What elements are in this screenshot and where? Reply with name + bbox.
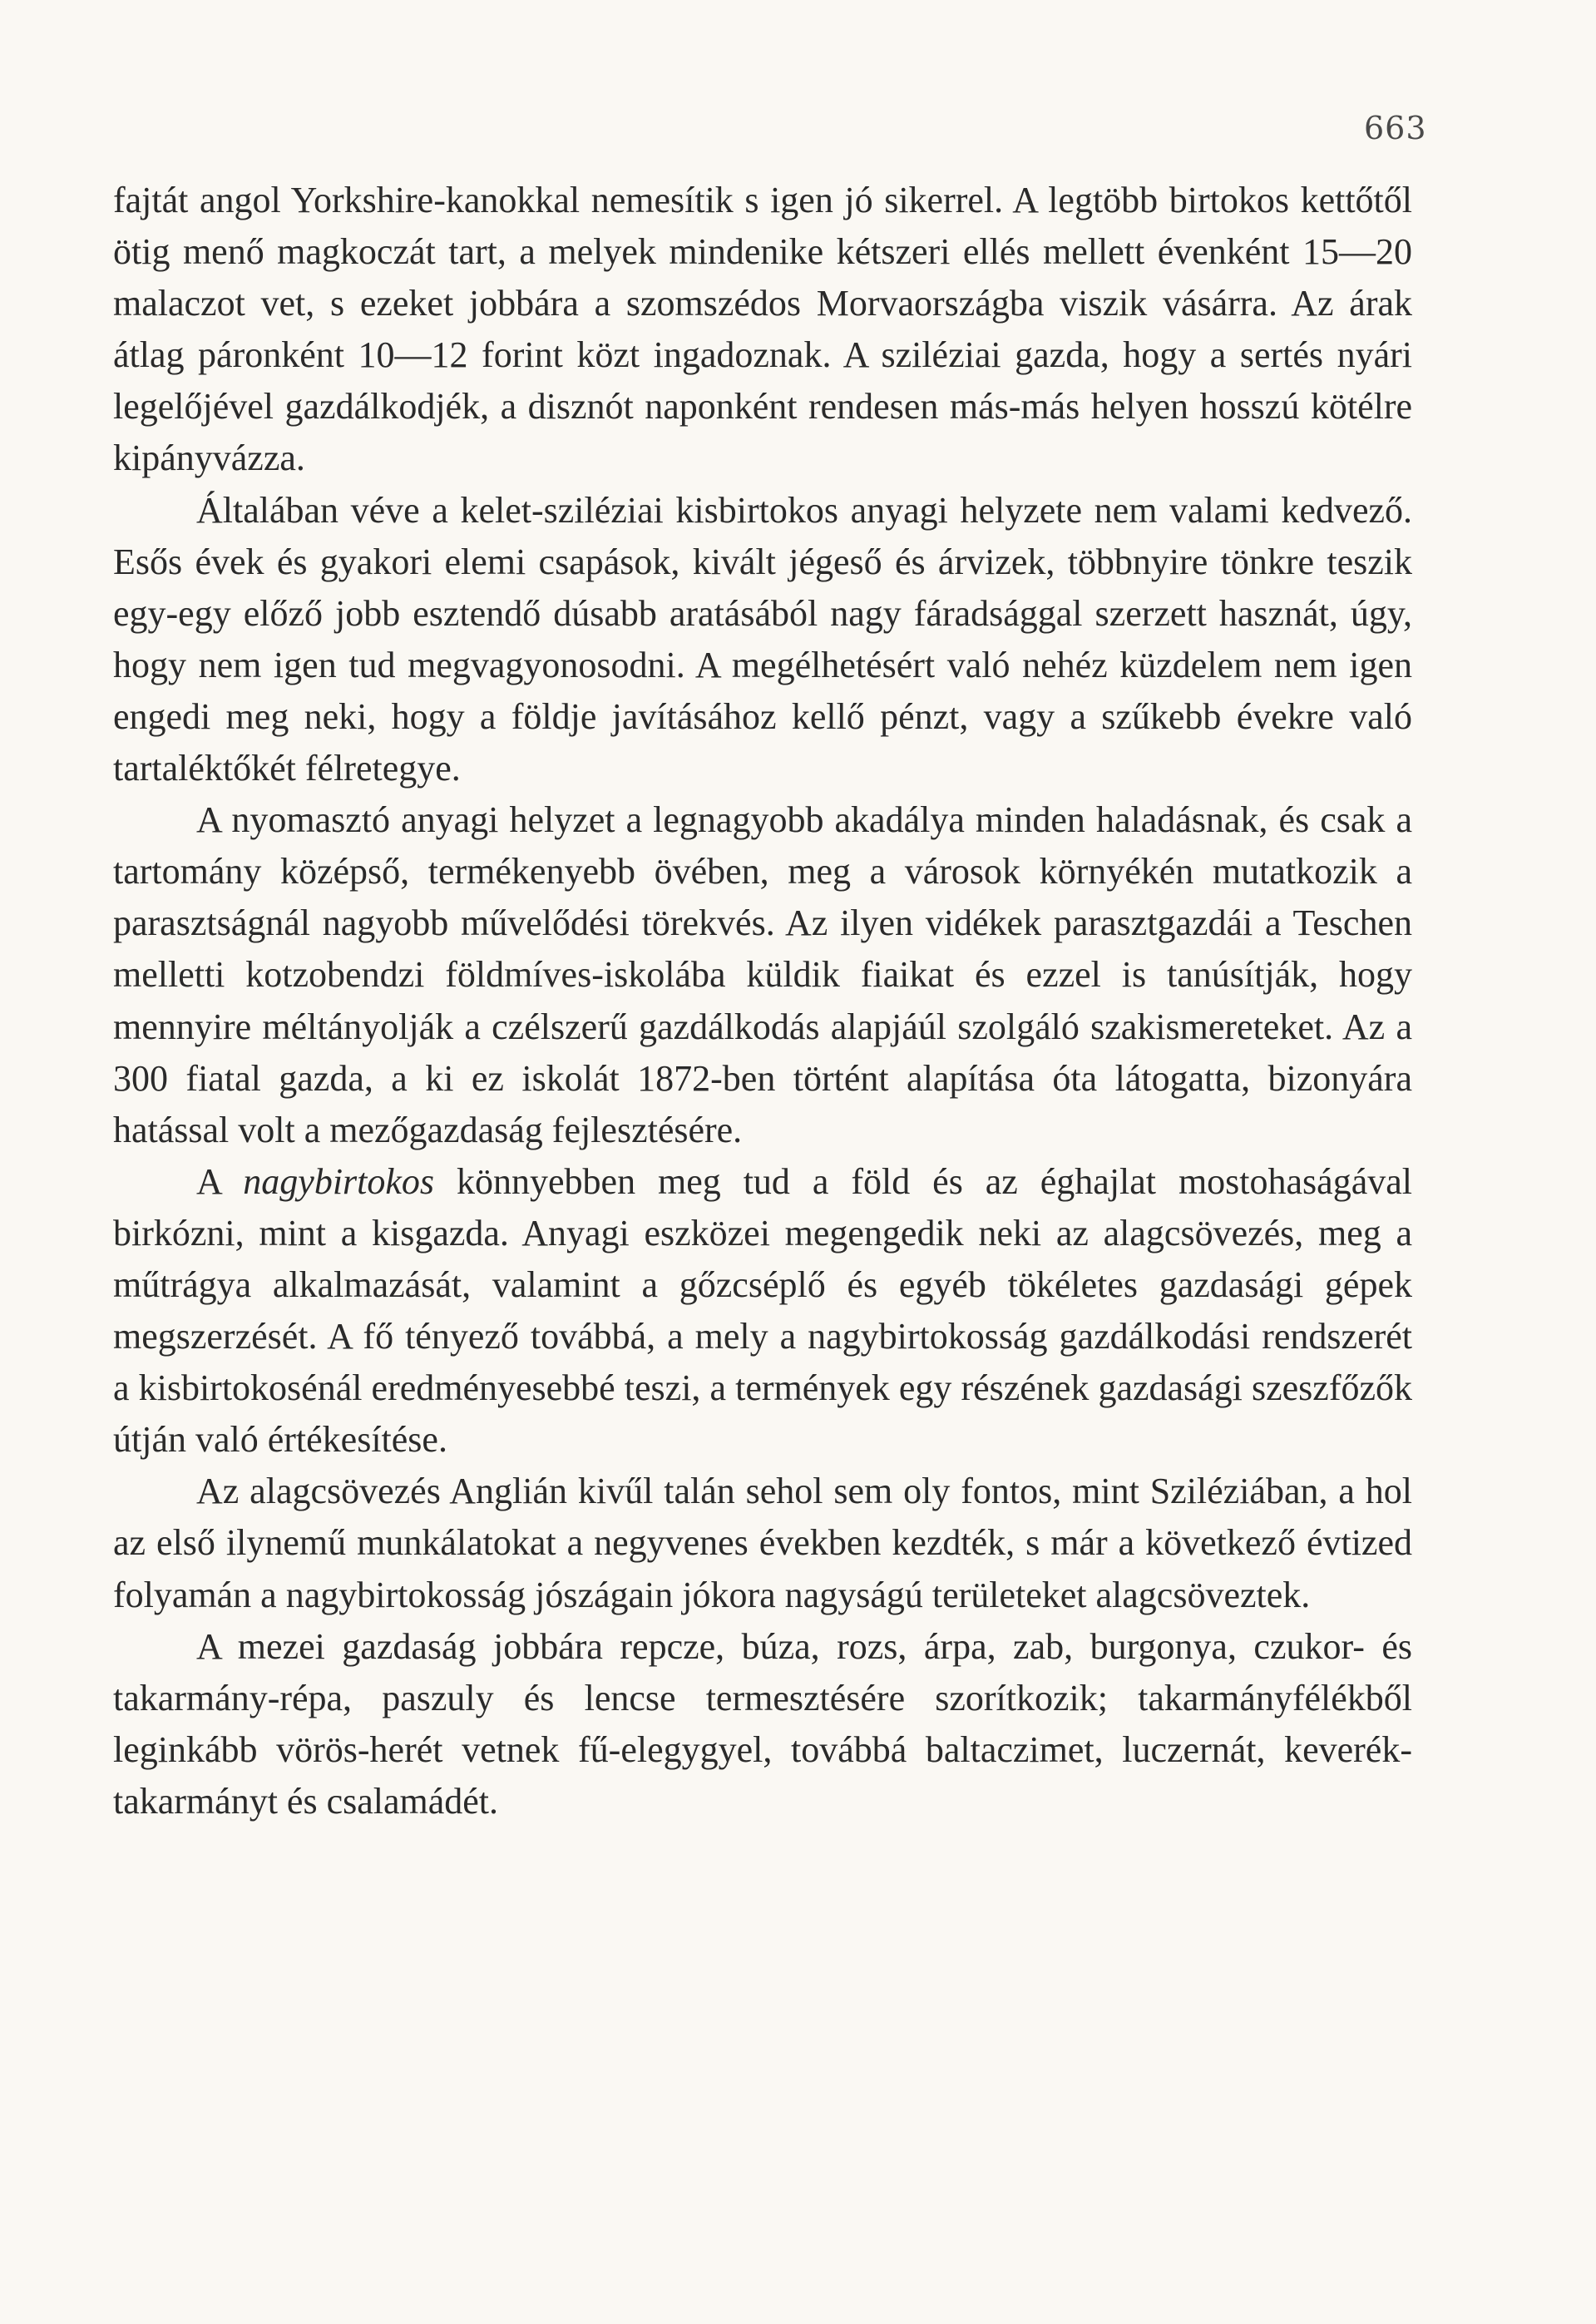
- paragraph-6: A mezei gazdaság jobbára repcze, búza, rozs, árpa, zab, burgonya, czukor- és takarmány-répa, paszuly és lencse termesztésére szorítkozik; takarmányfélékből leginkább vörös-herét vetnek fű-elegygyel, továbbá baltaczimet, luczernát, keverék-takarmányt és csalamádét.: [113, 1625, 1412, 1822]
- paragraph-4-lead: A: [196, 1160, 244, 1202]
- paragraph-4-text: könnyebben meg tud a föld és az éghajlat mostohaságával birkózni, mint a kisgazda. Anyagi eszközei megengedik neki az alagcsövezés, meg a műtrágya alkalmazását, valamint a gőzcséplő és egyéb tökéletes gazdasági gépek megszerzését. A fő tényező továbbá, a mely a nagybirtokosság gazdálkodási rendszerét a kisbirtokosénál eredményesebbé teszi, a termények egy részének gazdasági szeszfőzők útján való értékesítése.: [113, 1160, 1412, 1461]
- paragraph-1: fajtát angol Yorkshire-kanokkal nemesítik s igen jó sikerrel. A legtöbb birtokos kettőtől ötig menő magkoczát tart, a melyek mindenike kétszeri ellés mellett évenként 15—20 malaczot vet, s ezeket jobbára a szomszédos Morvaországba viszik vásárra. Az árak átlag páronként 10—12 forint közt ingadoznak. A sziléziai gazda, hogy a sertés nyári legelőjével gazdálkodjék, a disznót naponként rendesen más-más helyen hosszú kötélre kipányvázza.: [113, 180, 1412, 479]
- paragraph-3: A nyomasztó anyagi helyzet a legnagyobb akadálya minden haladásnak, és csak a tartomány középső, termékenyebb övében, meg a városok környékén mutatkozik a parasztságnál nagyobb művelődési törekvés. Az ilyen vidékek parasztgazdái a Teschen melletti kotzobendzi földmíves-iskolába küldik fiaikat és ezzel is tanúsítják, hogy mennyire méltányolják a czélszerű gazdálkodás alapjáúl szolgáló szakismereteket. Az a 300 fiatal gazda, a ki ez iskolát 1872-ben történt alapítása óta látogatta, bizonyára hatással volt a mezőgazdaság fejlesztésére.: [113, 799, 1412, 1150]
- paragraph-4: [113, 1156, 1412, 1466]
- paragraph-2: Általában véve a kelet-sziléziai kisbirtokos anyagi helyzete nem valami kedvező. Esős évek és gyakori elemi csapások, kivált jégeső és árvizek, többnyire tönkre teszik egy-egy előző jobb esztendő dúsabb aratásából nagy fáradsággal szerzett hasznát, úgy, hogy nem igen tud megvagyonosodni. A megélhetésért való nehéz küzdelem nem igen engedi meg neki, hogy a földje javításához kellő pénzt, vagy a szűkebb évekre való tartaléktőkét félretegye.: [113, 489, 1412, 789]
- italic-term-nagybirtokos: nagybirtokos: [243, 1160, 435, 1202]
- body-text: [113, 175, 1412, 1827]
- page-number: 663: [1364, 110, 1427, 146]
- paragraph-5: Az alagcsövezés Anglián kivűl talán sehol sem oly fontos, mint Sziléziában, a hol az első ilynemű munkálatokat a negyvenes években kezdték, s már a következő évtized folyamán a nagybirtokosság jószágain jókora nagyságú területeket alagcsöveztek.: [113, 1471, 1412, 1615]
